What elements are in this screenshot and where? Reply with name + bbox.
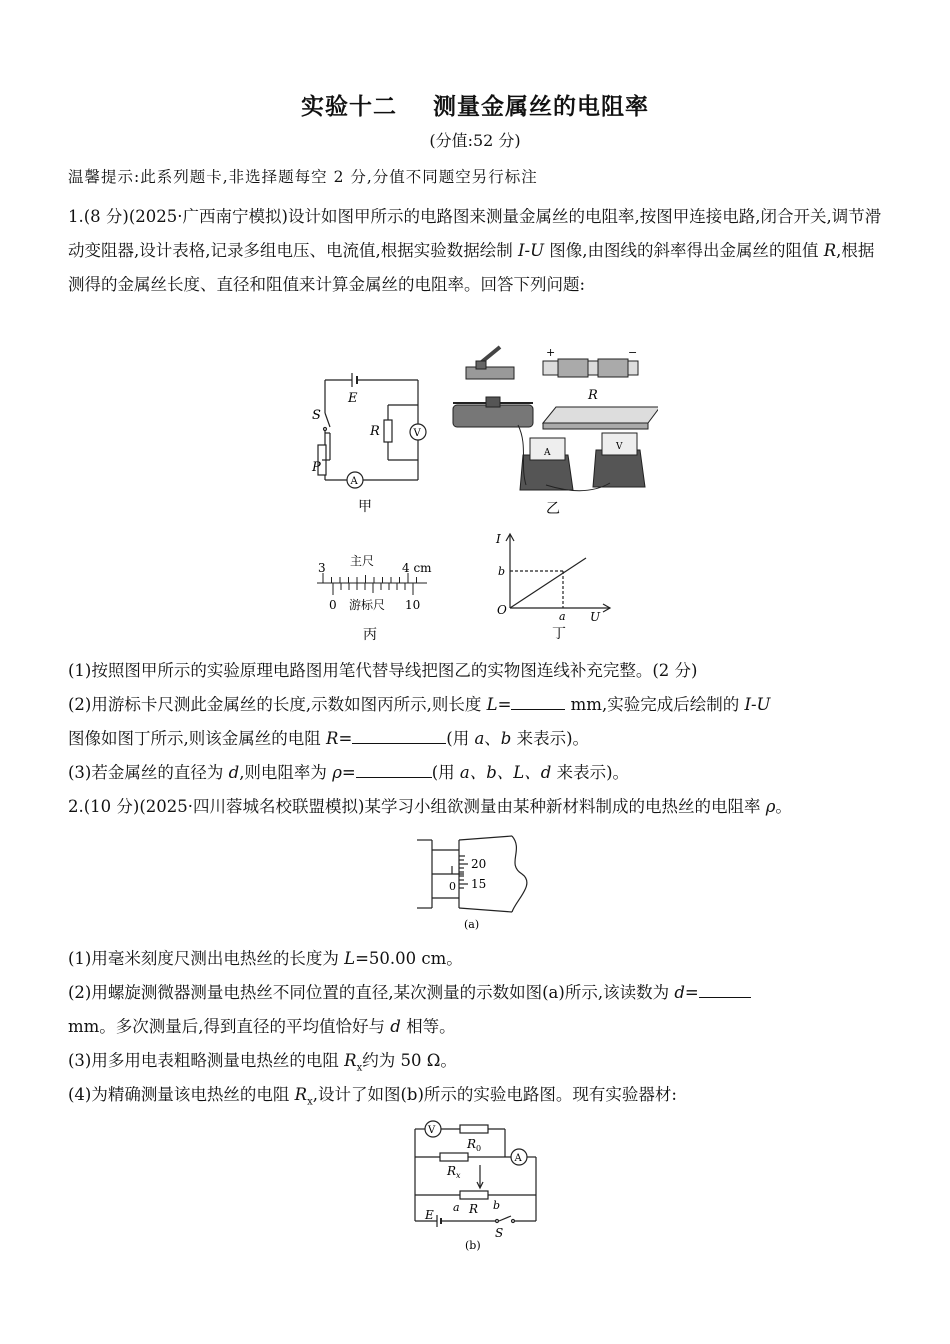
axis-U: U (590, 610, 601, 624)
main-scale-label: 主尺 (350, 554, 375, 568)
apparatus-yi (448, 345, 658, 520)
vernier-10: 10 (405, 598, 421, 612)
page-title: 实验十二 测量金属丝的电阻率 (300, 93, 650, 120)
origin-O: O (497, 603, 507, 617)
ammeter-face-label: A (544, 448, 551, 458)
label-b: b (493, 1199, 501, 1212)
tick-a: a (559, 610, 566, 623)
caption-ding: 丁 (552, 626, 566, 642)
label-Rx: R (447, 1164, 457, 1178)
caption-jia: 甲 (358, 499, 372, 515)
label-Rx-sub: x (456, 1171, 461, 1180)
q1-part1: (1)按照图甲所示的实验原理电路图用笔代替导线把图乙的实物图连线补充完整。(2 分) (68, 661, 698, 680)
battery-plus: + (546, 346, 556, 359)
q2-part3: (3)用多用电表粗略测量电热丝的电阻 $R_x$约为 50 Ω。 (68, 1051, 457, 1074)
main-scale-3: 3 (318, 561, 326, 575)
thimble-15: 15 (471, 877, 487, 891)
answer-blank-d[interactable] (699, 981, 751, 998)
board-label-R: R (588, 388, 598, 403)
label-R-rheostat: R (469, 1202, 479, 1216)
q2-part1: (1)用毫米刻度尺测出电热丝的长度为 L=50.00 cm。 (68, 949, 463, 968)
ammeter-label: A (350, 476, 358, 487)
caption-bing: 丙 (363, 627, 377, 643)
label-E-b: E (425, 1208, 434, 1222)
iu-graph-ding (490, 530, 620, 645)
tick-b: b (498, 565, 506, 578)
vernier-0: 0 (329, 598, 337, 612)
caption-a: (a) (464, 918, 480, 931)
answer-blank-R[interactable] (352, 727, 446, 744)
label-P: P (312, 460, 321, 475)
thimble-20: 20 (471, 857, 487, 871)
answer-blank-L[interactable] (511, 693, 565, 710)
label-R0: R (467, 1137, 477, 1151)
battery-minus: − (628, 346, 638, 359)
label-R0-sub: 0 (476, 1144, 482, 1153)
q1-part3: (3)若金属丝的直径为 d,则电阻率为 ρ= (用 a、b、L、d 来表示)。 (68, 763, 630, 782)
vernier-label: 游标尺 (349, 598, 386, 612)
caption-yi: 乙 (546, 501, 560, 517)
label-E: E (348, 391, 358, 406)
micrometer-a (412, 830, 537, 935)
voltmeter-label: V (413, 428, 421, 439)
score-note: (分值:52 分) (429, 131, 521, 150)
label-R: R (370, 424, 380, 439)
q1-stem: 1.(8 分)(2025·广西南宁模拟)设计如图甲所示的电路图来测量金属丝的电阻率,按图甲连接电路,闭合开关,调节滑动变阻器,设计表格,记录多组电压、电流值,根据实验数据绘制 I-U 图像,由图线的斜率得出金属丝的阻值 R,根据测得的金属丝长度、直径和阻值来计算金属丝的电阻率。回答下列问题: (68, 207, 882, 294)
q2-part2: (2)用螺旋测微器测量电热丝不同位置的直径,某次测量的示数如图(a)所示,该读数为 d= mm。多次测量后,得到直径的平均值恰好与 d 相等。 (68, 976, 884, 1044)
caption-b: (b) (465, 1239, 481, 1252)
label-a: a (453, 1201, 460, 1214)
label-S: S (312, 408, 321, 423)
voltmeter-face-label: V (616, 442, 623, 452)
vernier-bing (305, 545, 440, 645)
sleeve-0: 0 (449, 880, 456, 893)
axis-I: I (496, 532, 501, 546)
voltmeter-b-label: V (428, 1125, 436, 1136)
q1-part2: (2)用游标卡尺测此金属丝的长度,示数如图丙所示,则长度 L= mm,实验完成后绘制的 I-U 图像如图丁所示,则该金属丝的电阻 R= (用 a、b 来表示)。 (68, 695, 771, 748)
circuit-b (405, 1115, 550, 1255)
label-S-b: S (495, 1226, 504, 1240)
hint-text: 温馨提示:此系列题卡,非选择题每空 2 分,分值不同题空另行标注 (68, 168, 538, 186)
ammeter-b-label: A (514, 1153, 522, 1164)
q2-part4: (4)为精确测量该电热丝的电阻 $R_x$,设计了如图(b)所示的实验电路图。现有实验器材: (68, 1085, 677, 1108)
answer-blank-rho[interactable] (356, 761, 432, 778)
circuit-jia (300, 365, 440, 520)
main-scale-4: 4 cm (402, 561, 432, 575)
q2-stem: 2.(10 分)(2025·四川蓉城名校联盟模拟)某学习小组欲测量由某种新材料制成的电热丝的电阻率 ρ。 (68, 797, 792, 816)
